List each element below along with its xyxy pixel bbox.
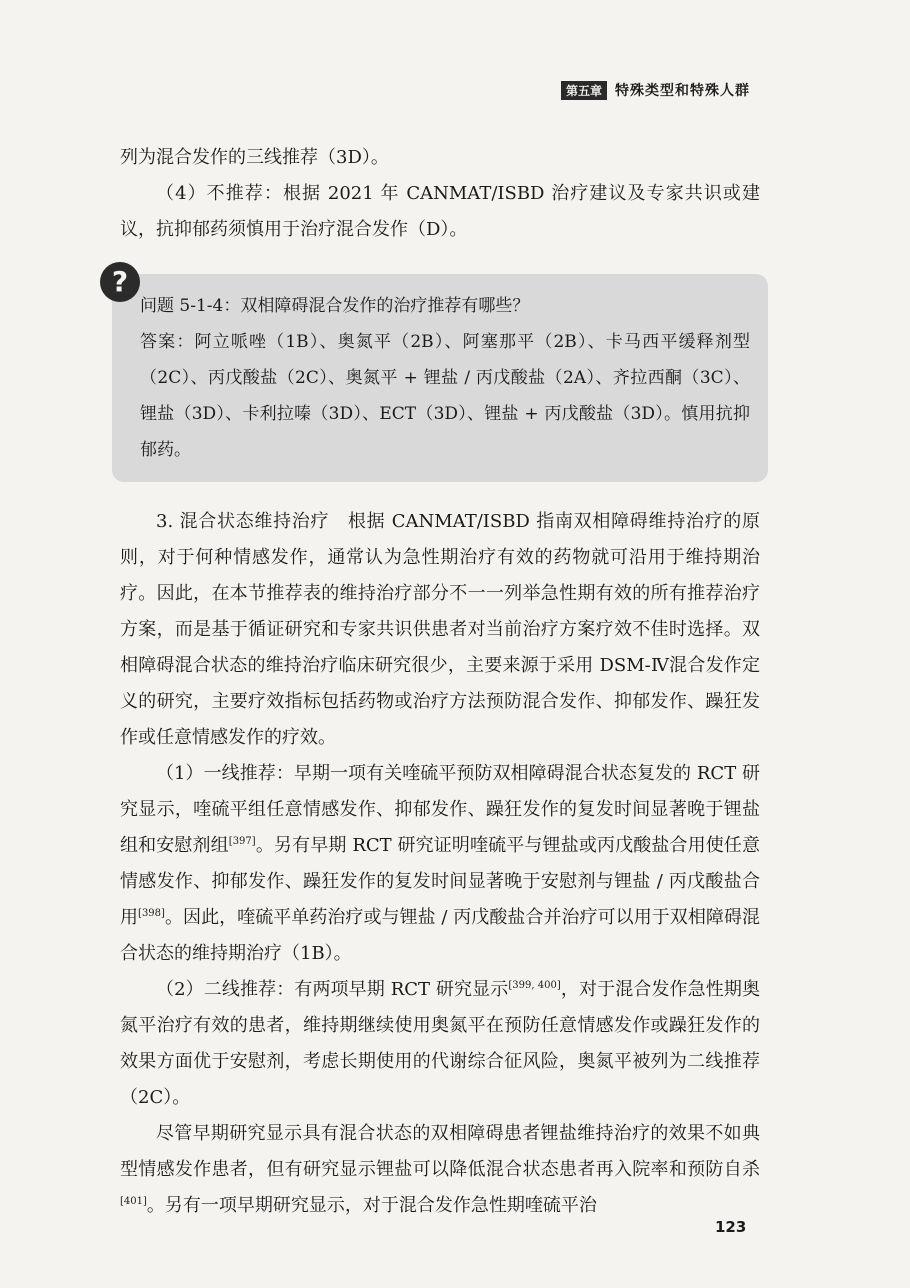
qa-box: [111, 265, 768, 482]
chapter-tag: 第五章: [561, 81, 607, 100]
lithium-text-a: 尽管早期研究显示具有混合状态的双相障碍患者锂盐维持治疗的效果不如典型情感发作患者，但有研究显示锂盐可以降低混合状态患者再入院率和预防自杀: [120, 1123, 760, 1180]
first-line-text-a: （1）一线推荐：早期一项有关喹硫平预防双相障碍混合状态复发的 RCT 研究显示，喹硫平组任意情感发作、抑郁发作、躁狂发作的复发时间显著晚于锂盐组和安慰剂组: [120, 763, 760, 856]
reference-398: [398]: [138, 908, 165, 919]
reference-401: [401]: [120, 1196, 147, 1207]
reference-397: [397]: [228, 836, 256, 847]
reference-399-400: [399, 400]: [508, 980, 561, 991]
paragraph-continuation: 列为混合发作的三线推荐（3D）。: [120, 147, 389, 168]
paragraph-not-recommended: （4）不推荐：根据 2021 年 CANMAT/ISBD 治疗建议及专家共识或建议，抗抑郁药须慎用于治疗混合发作（D）。: [120, 183, 760, 240]
qa-question: 问题 5-1-4：双相障碍混合发作的治疗推荐有哪些？: [140, 296, 530, 316]
running-header: [561, 80, 750, 100]
second-line-text-a: （2）二线推荐：有两项早期 RCT 研究显示: [156, 979, 509, 1000]
first-line-text-b: 。另有早期 RCT 研究证明喹硫平与锂盐或丙戊酸盐合用使任意情感发作、抑郁发作、躁狂发作的复发时间显著晚于安慰剂与锂盐 / 丙戊酸盐合用: [120, 835, 761, 928]
first-line-paragraph: [120, 756, 760, 972]
lithium-paragraph: [120, 1116, 760, 1224]
second-line-text-b: ，对于混合发作急性期奥氮平治疗有效的患者，维持期继续使用奥氮平在预防任意情感发作或躁狂发作的效果方面优于安慰剂，考虑长期使用的代谢综合征风险，奥氮平被列为二线推荐（2C）。: [120, 979, 760, 1108]
second-line-paragraph: [120, 972, 760, 1116]
question-mark-icon: ?: [100, 262, 140, 302]
lithium-text-b: 。另有一项早期研究显示，对于混合发作急性期喹硫平治: [146, 1195, 597, 1216]
first-line-text-c: 。因此，喹硫平单药治疗或与锂盐 / 丙戊酸盐合并治疗可以用于双相障碍混合状态的维持期治疗（1B）。: [120, 907, 760, 964]
body-text: [111, 140, 761, 1224]
qa-answer: 答案：阿立哌唑（1B）、奥氮平（2B）、阿塞那平（2B）、卡马西平缓释剂型（2C）、丙戊酸盐（2C）、奥氮平 + 锂盐 / 丙戊酸盐（2A）、齐拉西酮（3C）、锂盐（3D）、卡利拉嗪（3D）、ECT（3D）、锂盐 + 丙戊酸盐（3D）。慎用抗抑郁药。: [140, 332, 750, 460]
section-3-paragraph: 3. 混合状态维持治疗 根据 CANMAT/ISBD 指南双相障碍维持治疗的原则，对于何种情感发作，通常认为急性期治疗有效的药物就可沿用于维持期治疗。因此，在本节推荐表的维持治疗部分不一一列举急性期有效的所有推荐治疗方案，而是基于循证研究和专家共识供患者对当前治疗方案疗效不佳时选择。双相障碍混合状态的维持治疗临床研究很少，主要来源于采用 DSM-Ⅳ混合发作定义的研究，主要疗效指标包括药物或治疗方法预防混合发作、抑郁发作、躁狂发作或任意情感发作的疗效。: [120, 511, 760, 748]
page-number: 123: [715, 1218, 747, 1236]
chapter-title: 特殊类型和特殊人群: [615, 83, 750, 99]
